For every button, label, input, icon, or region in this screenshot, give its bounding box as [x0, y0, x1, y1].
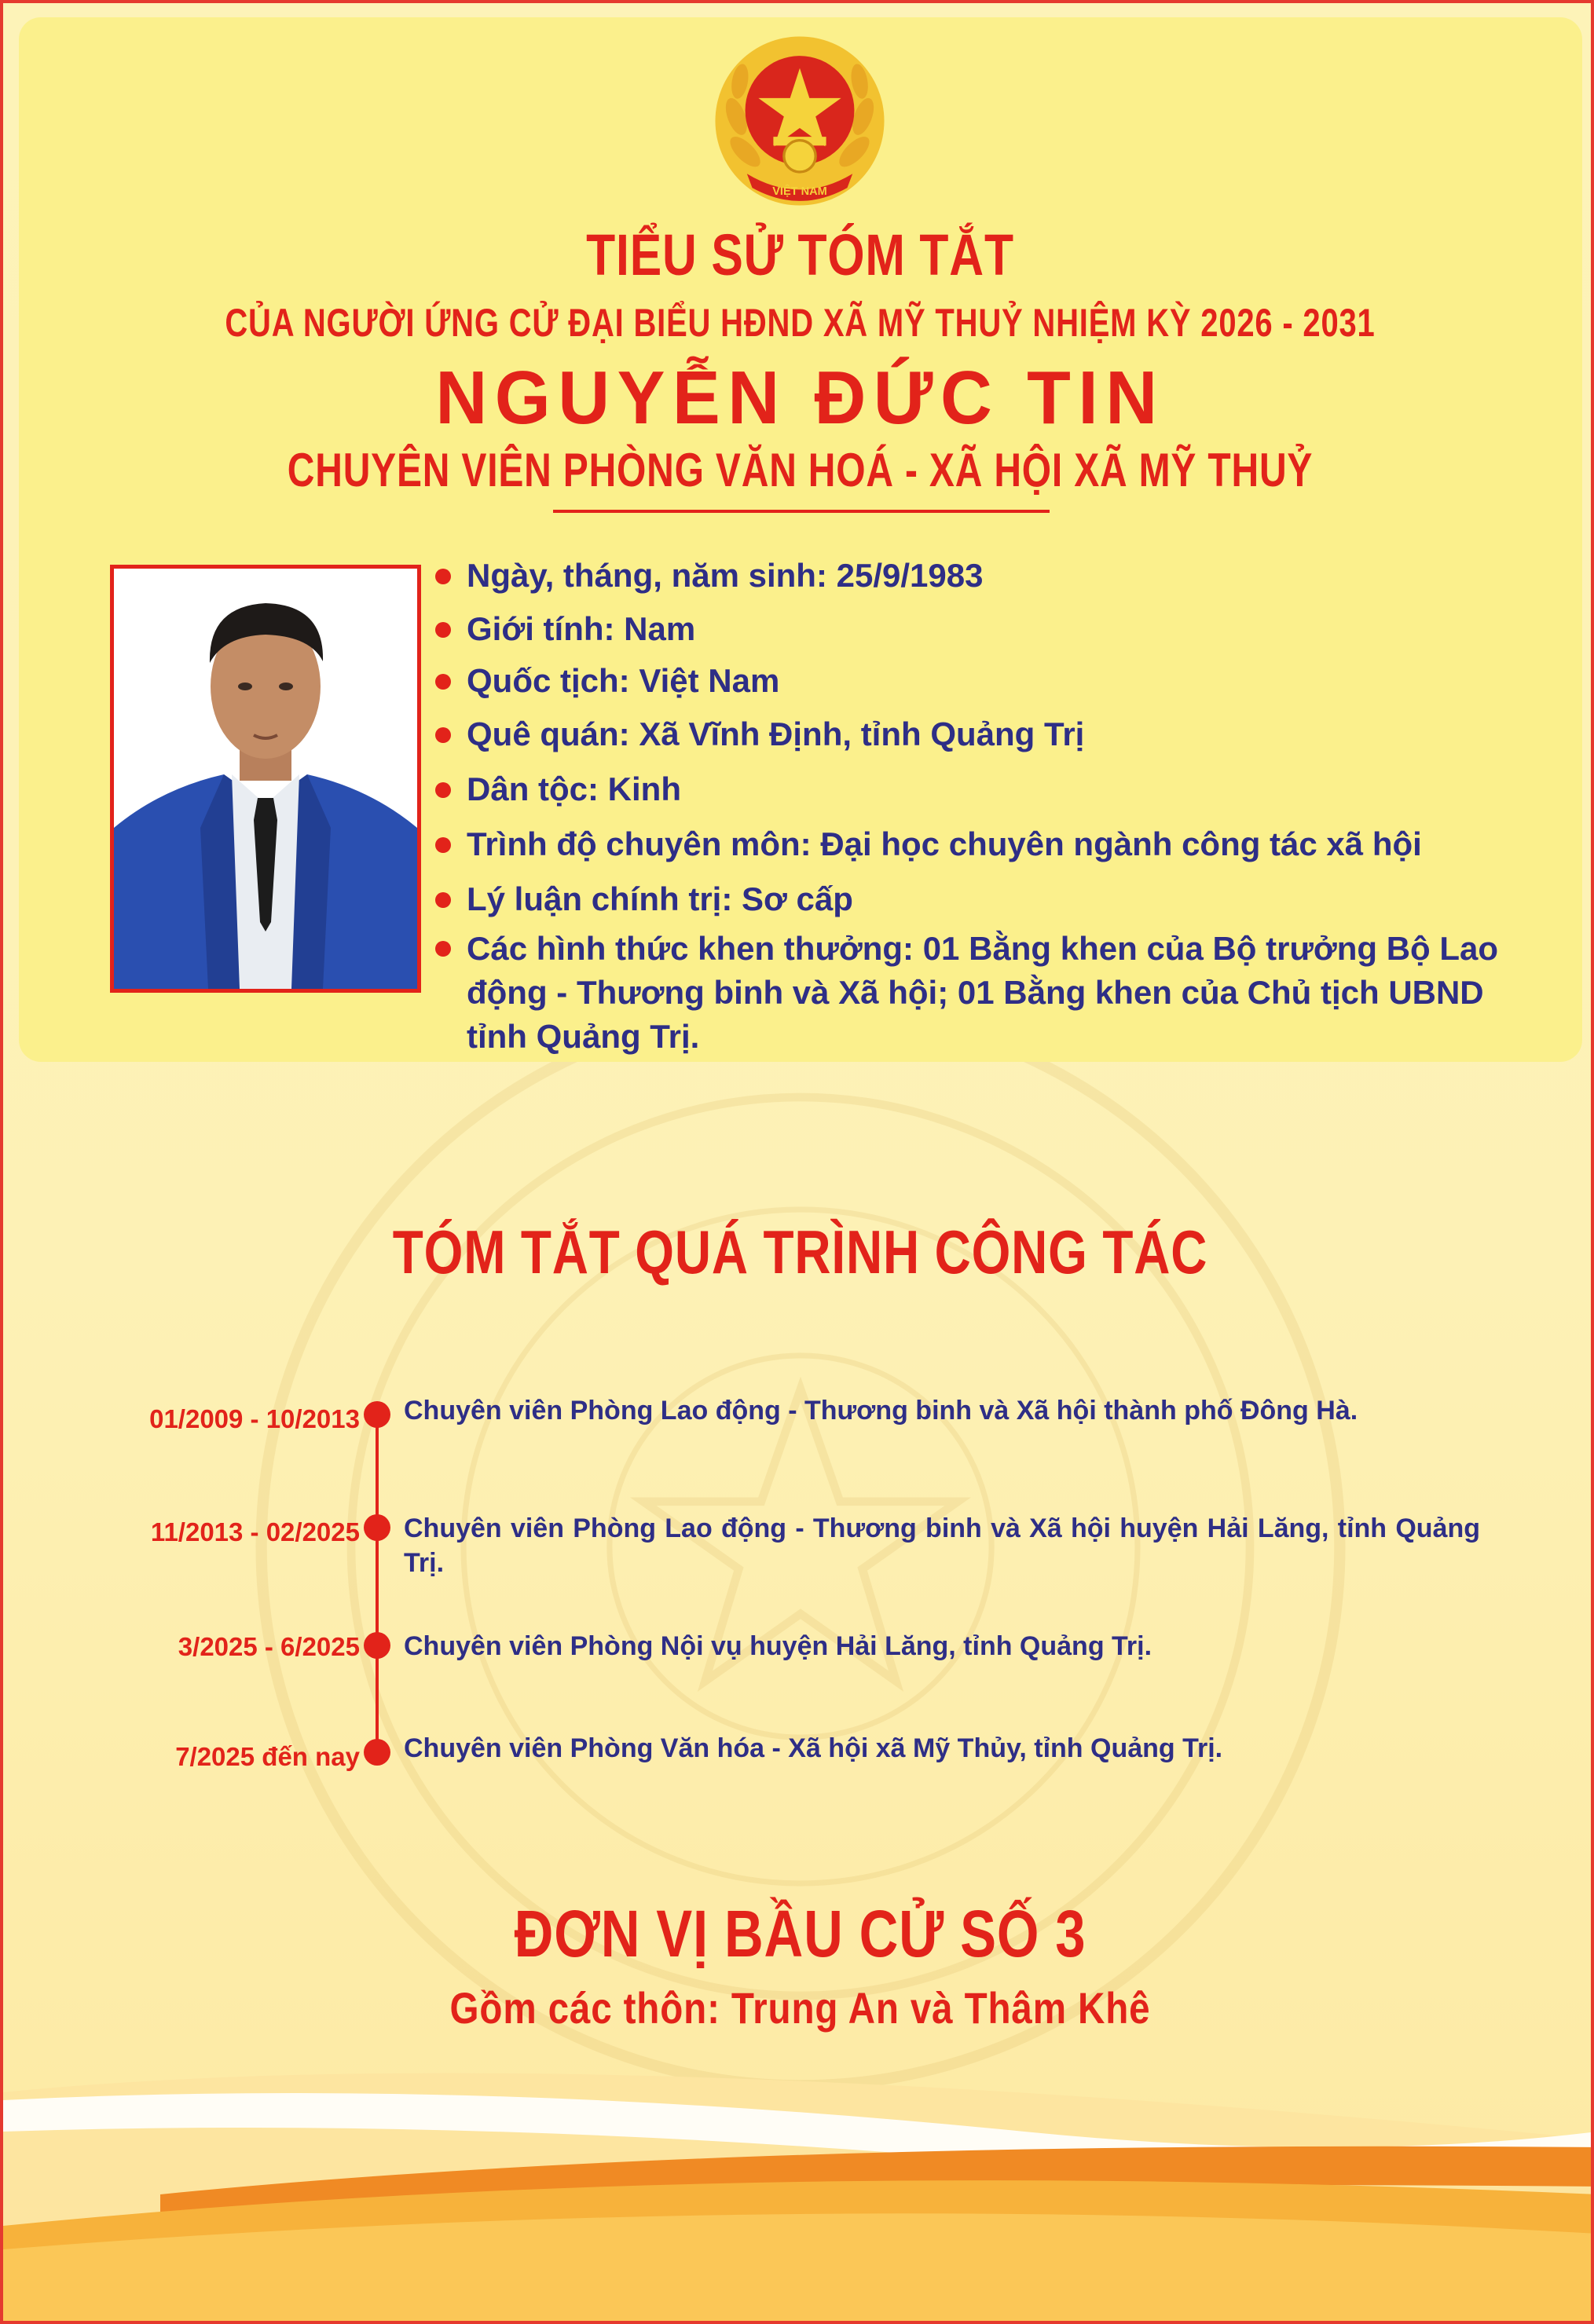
info-label: Trình độ chuyên môn: [467, 825, 812, 862]
page-title: TIỂU SỬ TÓM TẮT [586, 222, 1014, 287]
info-label: Quê quán: [467, 715, 630, 752]
timeline-description: Chuyên viên Phòng Lao động - Thương binh và Xã hội thành phố Đông Hà. [404, 1396, 1358, 1426]
candidate-name: NGUYỄN ĐỨC TIN [435, 356, 1165, 440]
timeline-dot-icon [364, 1514, 390, 1541]
info-label: Giới tính: [467, 610, 615, 647]
svg-text:VIỆT NAM: VIỆT NAM [772, 185, 827, 199]
info-label: Dân tộc: [467, 770, 599, 807]
timeline-period: 3/2025 - 6/2025 [178, 1632, 360, 1661]
info-value: Việt Nam [639, 662, 780, 699]
timeline-period: 7/2025 đến nay [175, 1742, 360, 1771]
timeline-period: 01/2009 - 10/2013 [149, 1404, 360, 1433]
bullet-icon [435, 727, 451, 743]
info-value: Sơ cấp [742, 880, 853, 917]
info-value: Nam [624, 610, 696, 647]
electoral-district-title: ĐƠN VỊ BẦU CỬ SỐ 3 [514, 1897, 1086, 1971]
national-emblem-icon [712, 33, 888, 209]
info-label: Các hình thức khen thưởng: [467, 930, 914, 967]
bullet-icon [435, 674, 451, 690]
timeline-description: Chuyên viên Phòng Nội vụ huyện Hải Lăng, tỉnh Quảng Trị. [404, 1631, 1152, 1661]
info-label: Ngày, tháng, năm sinh: [467, 557, 827, 594]
timeline-description: Chuyên viên Phòng Lao động - Thương binh và Xã hội huyện Hải Lăng, tỉnh Quảng Trị. [404, 1513, 1480, 1578]
bullet-icon [435, 782, 451, 798]
candidate-position: CHUYÊN VIÊN PHÒNG VĂN HOÁ - XÃ HỘI XÃ MỸ THUỶ [287, 444, 1314, 496]
bullet-icon [435, 569, 451, 584]
list-item [432, 762, 1579, 817]
list-item [432, 707, 1579, 762]
timeline-dot-icon [364, 1401, 390, 1428]
bullet-icon [435, 622, 451, 638]
candidate-photo [110, 565, 421, 993]
timeline-line [376, 1409, 379, 1755]
timeline-dot-icon [364, 1632, 390, 1659]
electoral-district-subtitle: Gồm các thôn: Trung An và Thâm Khê [449, 1983, 1151, 2033]
portrait-illustration [114, 569, 417, 989]
info-value: Xã Vĩnh Định, tỉnh Quảng Trị [639, 715, 1085, 752]
bullet-icon [435, 837, 451, 853]
timeline-dot-icon [364, 1739, 390, 1766]
profile-info-list [432, 547, 1579, 1059]
list-item [432, 817, 1579, 872]
info-value: Đại học chuyên ngành công tác xã hội [820, 825, 1422, 862]
list-item [432, 655, 1579, 707]
page-subtitle: CỦA NGƯỜI ỨNG CỬ ĐẠI BIỂU HĐND XÃ MỸ THUỶ NHIỆM KỲ 2026 - 2031 [225, 301, 1376, 345]
info-value: Kinh [607, 770, 681, 807]
info-value: 01 Bằng khen của Bộ trưởng Bộ Lao động - Thương binh và Xã hội; 01 Bằng khen của Chủ tịch UBND tỉnh Quảng Trị. [467, 930, 1499, 1055]
timeline-description: Chuyên viên Phòng Văn hóa - Xã hội xã Mỹ Thủy, tỉnh Quảng Trị. [404, 1733, 1223, 1763]
bullet-icon [435, 941, 451, 957]
list-item [432, 548, 1579, 603]
decorative-wave [3, 2045, 1594, 2324]
info-value: 25/9/1983 [836, 557, 984, 594]
list-item [432, 872, 1579, 927]
list-item [432, 927, 1551, 1059]
list-item [432, 603, 1579, 655]
bullet-icon [435, 892, 451, 908]
info-label: Quốc tịch: [467, 662, 630, 699]
career-section-title: TÓM TẮT QUÁ TRÌNH CÔNG TÁC [392, 1217, 1208, 1286]
timeline-period: 11/2013 - 02/2025 [150, 1517, 360, 1546]
info-label: Lý luận chính trị: [467, 880, 733, 917]
title-underline [553, 510, 1050, 513]
